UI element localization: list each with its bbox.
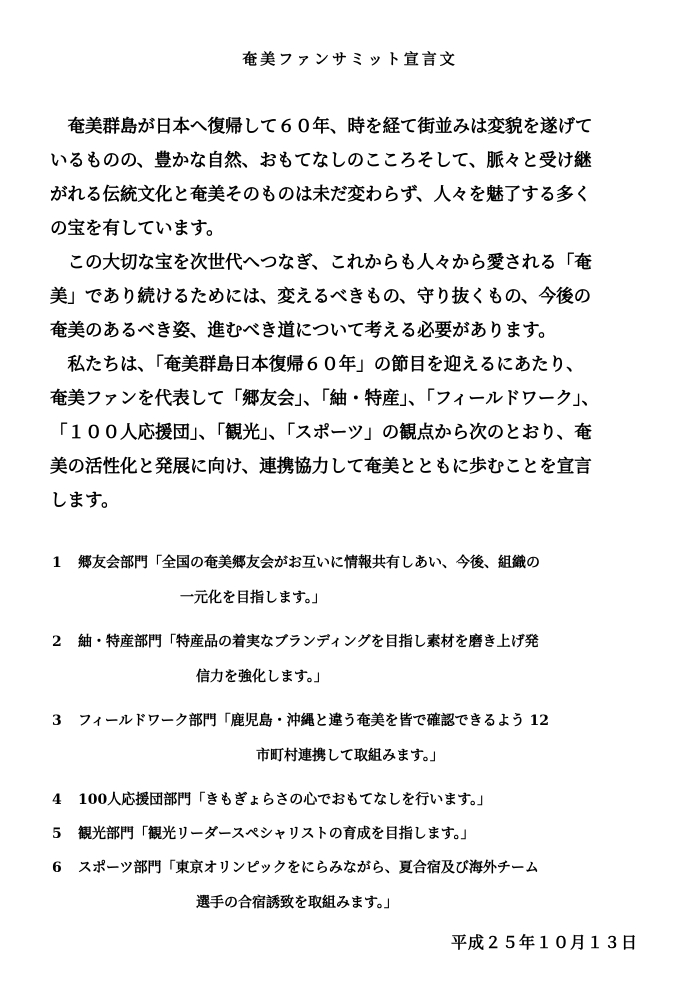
paragraph-line: 奄美のあるべき姿、進むべき道について考える必要があります。 (50, 321, 556, 341)
item-text: 100人応援団部門「きもぎょらさの心でおもてなしを行います。」 (78, 792, 492, 808)
document-title: 奄美ファンサミット宣言文 (242, 50, 458, 68)
paragraph-line: 私たちは、「奄美群島日本復帰６０年」の節目を迎えるにあたり、 (50, 355, 584, 375)
item-number: 1 (52, 555, 62, 571)
item-continuation: 市町村連携して取組みます。」 (256, 748, 444, 764)
list-item (52, 710, 652, 767)
item-text: 観光部門「観光リーダースペシャリストの育成を目指します。」 (78, 826, 475, 842)
paragraph-line: 「１００人応援団」、「観光」、「スポーツ」の観点から次のとおり、奄 (50, 423, 592, 443)
paragraph-line: 奄美ファンを代表して「郷友会」、「紬・特産」、「フィールドワーク」、 (50, 389, 600, 409)
paragraph-line: の宝を有しています。 (50, 219, 224, 239)
item-continuation: 選手の合宿誘致を取組みます。」 (196, 895, 398, 911)
paragraph-line: 奄美群島が日本へ復帰して６０年、時を経て街並みは変貌を遂げて (50, 117, 593, 137)
declaration-date: 平成２５年１０月１３日 (450, 933, 638, 952)
item-text: 紬・特産部門「特産品の着実なブランディングを目指し素材を磨き上げ発 (78, 634, 539, 650)
list-item (52, 823, 652, 845)
paragraph-line: この大切な宝を次世代へつなぎ、これからも人々から愛される「奄 (50, 253, 592, 273)
paragraph-3 (50, 348, 650, 518)
item-text: 郷友会部門「全国の奄美郷友会がお互いに情報共有しあい、今後、組織の (78, 555, 540, 571)
paragraph-line: がれる伝統文化と奄美そのものは未だ変わらず、人々を魅了する多く (50, 185, 592, 205)
list-item (52, 552, 652, 609)
item-number: 2 (52, 634, 62, 650)
item-text: スポーツ部門「東京オリンピックをにらみながら、夏合宿及び海外チーム (78, 860, 539, 876)
item-number: 4 (52, 792, 62, 808)
list-item (52, 857, 652, 914)
paragraph-2 (50, 246, 650, 348)
list-item (52, 631, 652, 688)
declaration-items-list (52, 552, 652, 936)
paragraph-line: します。 (50, 491, 119, 511)
item-continuation: 一元化を目指します。」 (180, 590, 326, 606)
paragraph-1 (50, 110, 650, 246)
item-number: 5 (52, 826, 62, 842)
declaration-body (50, 110, 650, 518)
list-item (52, 789, 652, 811)
item-number: 6 (52, 860, 62, 876)
item-continuation: 信力を強化します。」 (196, 669, 328, 685)
paragraph-line: 美の活性化と発展に向け、連携協力して奄美とともに歩むことを宣言 (50, 457, 592, 477)
paragraph-line: 美」であり続けるためには、変えるべきもの、守り抜くもの、今後の (50, 287, 592, 307)
item-number: 3 (52, 713, 62, 729)
item-text: フィールドワーク部門「鹿児島・沖縄と違う奄美を皆で確認できるよう 12 (78, 713, 549, 729)
paragraph-line: いるものの、豊かな自然、おもてなしのこころそして、脈々と受け継 (50, 151, 592, 171)
